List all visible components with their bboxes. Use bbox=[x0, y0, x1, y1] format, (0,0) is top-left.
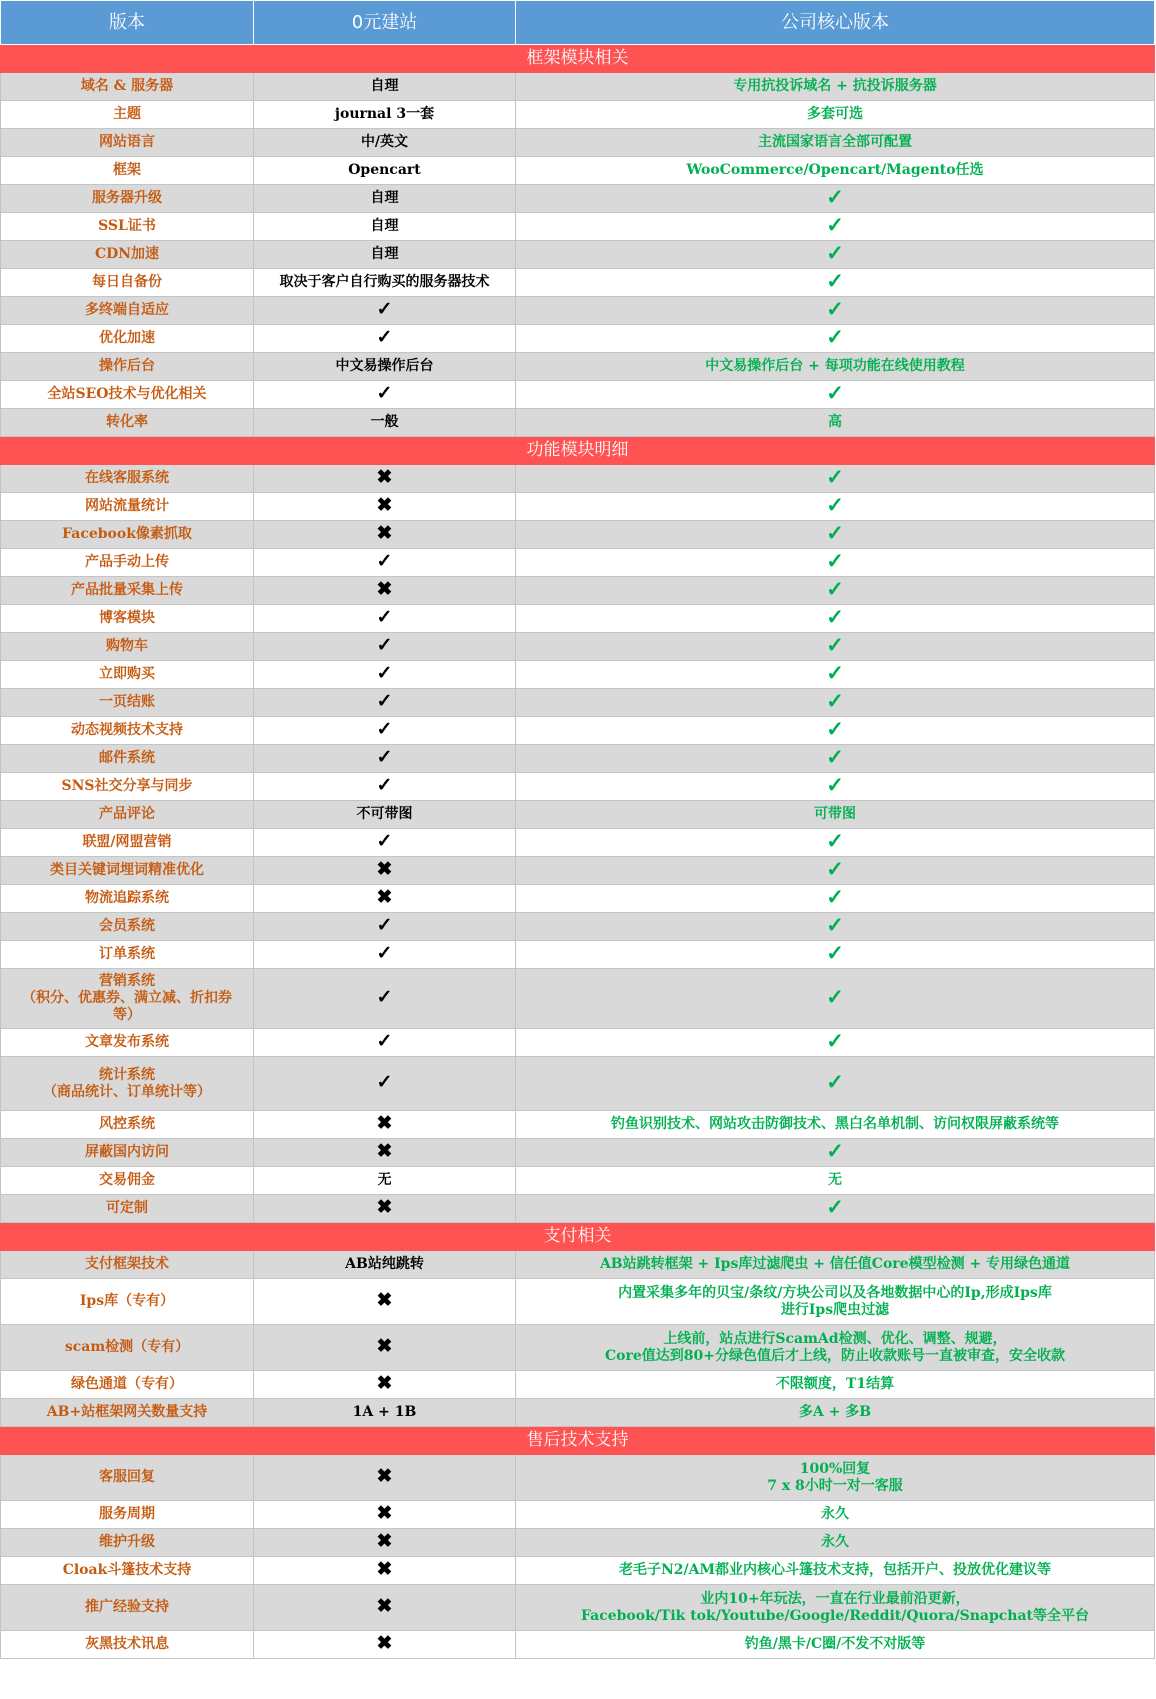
free-plan-cell: 一般 bbox=[254, 409, 516, 437]
section-title: 框架模块相关 bbox=[1, 45, 1155, 73]
check-icon: ✓ bbox=[826, 212, 844, 237]
table-row bbox=[1, 1279, 1155, 1325]
table-row bbox=[1, 157, 1155, 185]
check-icon: ✓ bbox=[826, 632, 844, 657]
free-plan-cell bbox=[254, 325, 516, 353]
feature-cell: 产品手动上传 bbox=[1, 549, 254, 577]
table-row bbox=[1, 829, 1155, 857]
free-plan-cell: Opencart bbox=[254, 157, 516, 185]
free-plan-cell bbox=[254, 745, 516, 773]
cross-icon: ✖ bbox=[376, 578, 393, 600]
table-row bbox=[1, 1529, 1155, 1557]
cross-icon: ✖ bbox=[376, 1632, 393, 1654]
check-icon: ✓ bbox=[826, 772, 844, 797]
free-plan-cell: journal 3一套 bbox=[254, 101, 516, 129]
free-plan-cell bbox=[254, 1631, 516, 1659]
feature-cell: SSL证书 bbox=[1, 213, 254, 241]
table-body bbox=[1, 45, 1155, 1659]
core-plan-cell bbox=[516, 1057, 1155, 1111]
check-icon: ✓ bbox=[376, 382, 393, 404]
feature-cell: 推广经验支持 bbox=[1, 1585, 254, 1631]
table-row bbox=[1, 1029, 1155, 1057]
free-plan-cell bbox=[254, 577, 516, 605]
table-row bbox=[1, 1399, 1155, 1427]
check-icon: ✓ bbox=[376, 774, 393, 796]
check-icon: ✓ bbox=[376, 986, 393, 1008]
feature-cell: scam检测（专有） bbox=[1, 1325, 254, 1371]
cross-icon: ✖ bbox=[376, 1595, 393, 1617]
free-plan-cell bbox=[254, 1455, 516, 1501]
free-plan-cell bbox=[254, 1111, 516, 1139]
check-icon: ✓ bbox=[826, 940, 844, 965]
core-plan-cell: 主流国家语言全部可配置 bbox=[516, 129, 1155, 157]
feature-cell: 在线客服系统 bbox=[1, 465, 254, 493]
feature-cell: 类目关键词埋词精准优化 bbox=[1, 857, 254, 885]
feature-cell: 一页结账 bbox=[1, 689, 254, 717]
table-row bbox=[1, 213, 1155, 241]
free-plan-cell: 中文易操作后台 bbox=[254, 353, 516, 381]
free-plan-cell bbox=[254, 1325, 516, 1371]
check-icon: ✓ bbox=[826, 1028, 844, 1053]
feature-cell: 订单系统 bbox=[1, 941, 254, 969]
free-plan-cell: 无 bbox=[254, 1167, 516, 1195]
free-plan-cell bbox=[254, 885, 516, 913]
table-row bbox=[1, 941, 1155, 969]
table-row bbox=[1, 381, 1155, 409]
table-row bbox=[1, 661, 1155, 689]
check-icon: ✓ bbox=[826, 1194, 844, 1219]
table-row bbox=[1, 1585, 1155, 1631]
table-row bbox=[1, 325, 1155, 353]
table-row bbox=[1, 549, 1155, 577]
cross-icon: ✖ bbox=[376, 886, 393, 908]
check-icon: ✓ bbox=[376, 1071, 393, 1093]
feature-cell: 全站SEO技术与优化相关 bbox=[1, 381, 254, 409]
feature-cell: 邮件系统 bbox=[1, 745, 254, 773]
cross-icon: ✖ bbox=[376, 1530, 393, 1552]
cross-icon: ✖ bbox=[376, 1335, 393, 1357]
table-row bbox=[1, 269, 1155, 297]
feature-cell: 域名 & 服务器 bbox=[1, 73, 254, 101]
cross-icon: ✖ bbox=[376, 1465, 393, 1487]
free-plan-cell: 自理 bbox=[254, 241, 516, 269]
core-plan-cell bbox=[516, 885, 1155, 913]
table-row bbox=[1, 185, 1155, 213]
cross-icon: ✖ bbox=[376, 1558, 393, 1580]
table-row bbox=[1, 1455, 1155, 1501]
feature-cell: 每日自备份 bbox=[1, 269, 254, 297]
feature-cell: 统计系统 （商品统计、订单统计等） bbox=[1, 1057, 254, 1111]
free-plan-cell bbox=[254, 1139, 516, 1167]
feature-cell: 转化率 bbox=[1, 409, 254, 437]
core-plan-cell: AB站跳转框架 + Ips库过滤爬虫 + 信任值Core模型检测 + 专用绿色通道 bbox=[516, 1251, 1155, 1279]
core-plan-cell bbox=[516, 1139, 1155, 1167]
free-plan-cell bbox=[254, 689, 516, 717]
core-plan-cell bbox=[516, 1029, 1155, 1057]
feature-cell: Facebook像素抓取 bbox=[1, 521, 254, 549]
free-plan-cell: 自理 bbox=[254, 73, 516, 101]
check-icon: ✓ bbox=[376, 718, 393, 740]
free-plan-cell bbox=[254, 633, 516, 661]
feature-cell: 博客模块 bbox=[1, 605, 254, 633]
core-plan-cell bbox=[516, 325, 1155, 353]
free-plan-cell bbox=[254, 521, 516, 549]
core-plan-cell bbox=[516, 521, 1155, 549]
core-plan-cell bbox=[516, 465, 1155, 493]
feature-cell: 多终端自适应 bbox=[1, 297, 254, 325]
free-plan-cell bbox=[254, 857, 516, 885]
table-row bbox=[1, 409, 1155, 437]
free-plan-cell bbox=[254, 1195, 516, 1223]
free-plan-cell bbox=[254, 661, 516, 689]
table-row bbox=[1, 689, 1155, 717]
check-icon: ✓ bbox=[376, 942, 393, 964]
check-icon: ✓ bbox=[826, 856, 844, 881]
check-icon: ✓ bbox=[376, 1030, 393, 1052]
core-plan-cell: 老毛子N2/AM都业内核心斗篷技术支持，包括开户、投放优化建议等 bbox=[516, 1557, 1155, 1585]
feature-cell: 风控系统 bbox=[1, 1111, 254, 1139]
cross-icon: ✖ bbox=[376, 1502, 393, 1524]
table-row bbox=[1, 1631, 1155, 1659]
feature-cell: 营销系统 （积分、优惠券、满立减、折扣券 等） bbox=[1, 969, 254, 1029]
table-row bbox=[1, 129, 1155, 157]
core-plan-cell: 专用抗投诉域名 + 抗投诉服务器 bbox=[516, 73, 1155, 101]
cross-icon: ✖ bbox=[376, 1289, 393, 1311]
free-plan-cell: 自理 bbox=[254, 213, 516, 241]
core-plan-cell bbox=[516, 493, 1155, 521]
core-plan-cell: 无 bbox=[516, 1167, 1155, 1195]
core-plan-cell: 钓鱼识别技术、网站攻击防御技术、黑白名单机制、访问权限屏蔽系统等 bbox=[516, 1111, 1155, 1139]
check-icon: ✓ bbox=[376, 830, 393, 852]
table-row bbox=[1, 1371, 1155, 1399]
check-icon: ✓ bbox=[826, 660, 844, 685]
free-plan-cell bbox=[254, 717, 516, 745]
feature-cell: 立即购买 bbox=[1, 661, 254, 689]
check-icon: ✓ bbox=[826, 324, 844, 349]
core-plan-cell bbox=[516, 689, 1155, 717]
header-core-plan: 公司核心版本 bbox=[516, 1, 1155, 45]
core-plan-cell bbox=[516, 549, 1155, 577]
header-row bbox=[1, 1, 1155, 45]
feature-cell: 购物车 bbox=[1, 633, 254, 661]
table-row bbox=[1, 745, 1155, 773]
feature-cell: 绿色通道（专有） bbox=[1, 1371, 254, 1399]
core-plan-cell: WooCommerce/Opencart/Magento任选 bbox=[516, 157, 1155, 185]
core-plan-cell bbox=[516, 773, 1155, 801]
core-plan-cell bbox=[516, 213, 1155, 241]
free-plan-cell bbox=[254, 1585, 516, 1631]
feature-cell: Cloak斗篷技术支持 bbox=[1, 1557, 254, 1585]
feature-cell: 屏蔽国内访问 bbox=[1, 1139, 254, 1167]
table-row bbox=[1, 465, 1155, 493]
core-plan-cell bbox=[516, 829, 1155, 857]
table-row bbox=[1, 241, 1155, 269]
table-row bbox=[1, 857, 1155, 885]
core-plan-cell bbox=[516, 605, 1155, 633]
free-plan-cell bbox=[254, 381, 516, 409]
check-icon: ✓ bbox=[826, 464, 844, 489]
section-header bbox=[1, 1427, 1155, 1455]
core-plan-cell: 内置采集多年的贝宝/条纹/方块公司以及各地数据中心的Ip,形成Ips库 进行Ips爬虫过滤 bbox=[516, 1279, 1155, 1325]
feature-cell: 文章发布系统 bbox=[1, 1029, 254, 1057]
core-plan-cell: 中文易操作后台 + 每项功能在线使用教程 bbox=[516, 353, 1155, 381]
free-plan-cell: 自理 bbox=[254, 185, 516, 213]
feature-cell: 会员系统 bbox=[1, 913, 254, 941]
feature-cell: 优化加速 bbox=[1, 325, 254, 353]
section-title: 支付相关 bbox=[1, 1223, 1155, 1251]
check-icon: ✓ bbox=[376, 550, 393, 572]
free-plan-cell bbox=[254, 1501, 516, 1529]
core-plan-cell bbox=[516, 1195, 1155, 1223]
core-plan-cell bbox=[516, 857, 1155, 885]
feature-cell: 网站流量统计 bbox=[1, 493, 254, 521]
cross-icon: ✖ bbox=[376, 1112, 393, 1134]
feature-cell: 产品批量采集上传 bbox=[1, 577, 254, 605]
table-row bbox=[1, 297, 1155, 325]
feature-cell: 产品评论 bbox=[1, 801, 254, 829]
table-row bbox=[1, 1325, 1155, 1371]
feature-cell: 操作后台 bbox=[1, 353, 254, 381]
free-plan-cell bbox=[254, 913, 516, 941]
check-icon: ✓ bbox=[826, 884, 844, 909]
core-plan-cell: 永久 bbox=[516, 1529, 1155, 1557]
table-row bbox=[1, 773, 1155, 801]
check-icon: ✓ bbox=[826, 984, 844, 1009]
core-plan-cell: 业内10+年玩法，一直在行业最前沿更新， Facebook/Tik tok/Youtube/Google/Reddit/Quora/Snapchat等全平台 bbox=[516, 1585, 1155, 1631]
table-row bbox=[1, 801, 1155, 829]
check-icon: ✓ bbox=[376, 326, 393, 348]
table-row bbox=[1, 1557, 1155, 1585]
table-row bbox=[1, 1167, 1155, 1195]
free-plan-cell bbox=[254, 829, 516, 857]
check-icon: ✓ bbox=[826, 548, 844, 573]
feature-cell: 主题 bbox=[1, 101, 254, 129]
feature-cell: 物流追踪系统 bbox=[1, 885, 254, 913]
core-plan-cell: 永久 bbox=[516, 1501, 1155, 1529]
table-row bbox=[1, 353, 1155, 381]
check-icon: ✓ bbox=[376, 914, 393, 936]
feature-cell: 网站语言 bbox=[1, 129, 254, 157]
feature-cell: 灰黑技术讯息 bbox=[1, 1631, 254, 1659]
core-plan-cell bbox=[516, 941, 1155, 969]
section-title: 售后技术支持 bbox=[1, 1427, 1155, 1455]
check-icon: ✓ bbox=[826, 828, 844, 853]
core-plan-cell: 多A + 多B bbox=[516, 1399, 1155, 1427]
section-header bbox=[1, 45, 1155, 73]
check-icon: ✓ bbox=[826, 380, 844, 405]
core-plan-cell bbox=[516, 381, 1155, 409]
feature-cell: 交易佣金 bbox=[1, 1167, 254, 1195]
cross-icon: ✖ bbox=[376, 522, 393, 544]
core-plan-cell bbox=[516, 717, 1155, 745]
core-plan-cell bbox=[516, 633, 1155, 661]
cross-icon: ✖ bbox=[376, 494, 393, 516]
check-icon: ✓ bbox=[826, 744, 844, 769]
section-title: 功能模块明细 bbox=[1, 437, 1155, 465]
free-plan-cell bbox=[254, 941, 516, 969]
table-row bbox=[1, 1501, 1155, 1529]
core-plan-cell: 高 bbox=[516, 409, 1155, 437]
check-icon: ✓ bbox=[376, 746, 393, 768]
free-plan-cell: 中/英文 bbox=[254, 129, 516, 157]
free-plan-cell bbox=[254, 969, 516, 1029]
free-plan-cell bbox=[254, 1279, 516, 1325]
feature-cell: Ips库（专有） bbox=[1, 1279, 254, 1325]
cross-icon: ✖ bbox=[376, 858, 393, 880]
table-row bbox=[1, 101, 1155, 129]
core-plan-cell: 100%回复 7 x 8小时一对一客服 bbox=[516, 1455, 1155, 1501]
feature-cell: 联盟/网盟营销 bbox=[1, 829, 254, 857]
free-plan-cell bbox=[254, 297, 516, 325]
free-plan-cell bbox=[254, 605, 516, 633]
check-icon: ✓ bbox=[376, 690, 393, 712]
feature-cell: SNS社交分享与同步 bbox=[1, 773, 254, 801]
table-row bbox=[1, 1057, 1155, 1111]
table-row bbox=[1, 1111, 1155, 1139]
cross-icon: ✖ bbox=[376, 1372, 393, 1394]
table-row bbox=[1, 717, 1155, 745]
check-icon: ✓ bbox=[376, 662, 393, 684]
core-plan-cell bbox=[516, 661, 1155, 689]
table-row bbox=[1, 913, 1155, 941]
table-row bbox=[1, 1251, 1155, 1279]
core-plan-cell bbox=[516, 185, 1155, 213]
core-plan-cell: 可带图 bbox=[516, 801, 1155, 829]
feature-cell: 客服回复 bbox=[1, 1455, 254, 1501]
core-plan-cell: 不限额度，T1结算 bbox=[516, 1371, 1155, 1399]
core-plan-cell bbox=[516, 297, 1155, 325]
feature-cell: 服务周期 bbox=[1, 1501, 254, 1529]
free-plan-cell bbox=[254, 1529, 516, 1557]
check-icon: ✓ bbox=[826, 688, 844, 713]
core-plan-cell bbox=[516, 577, 1155, 605]
table-row bbox=[1, 885, 1155, 913]
core-plan-cell bbox=[516, 969, 1155, 1029]
check-icon: ✓ bbox=[826, 184, 844, 209]
feature-cell: 维护升级 bbox=[1, 1529, 254, 1557]
table-row bbox=[1, 633, 1155, 661]
table-row bbox=[1, 577, 1155, 605]
cross-icon: ✖ bbox=[376, 1196, 393, 1218]
core-plan-cell: 上线前，站点进行ScamAd检测、优化、调整、规避， Core值达到80+分绿色值后才上线，防止收款账号一直被审查，安全收款 bbox=[516, 1325, 1155, 1371]
feature-cell: CDN加速 bbox=[1, 241, 254, 269]
free-plan-cell bbox=[254, 493, 516, 521]
check-icon: ✓ bbox=[826, 576, 844, 601]
check-icon: ✓ bbox=[376, 298, 393, 320]
table-row bbox=[1, 969, 1155, 1029]
free-plan-cell: AB站纯跳转 bbox=[254, 1251, 516, 1279]
core-plan-cell bbox=[516, 745, 1155, 773]
check-icon: ✓ bbox=[826, 604, 844, 629]
free-plan-cell bbox=[254, 773, 516, 801]
free-plan-cell: 1A + 1B bbox=[254, 1399, 516, 1427]
core-plan-cell: 多套可选 bbox=[516, 101, 1155, 129]
check-icon: ✓ bbox=[376, 606, 393, 628]
check-icon: ✓ bbox=[826, 296, 844, 321]
table-row bbox=[1, 493, 1155, 521]
free-plan-cell bbox=[254, 465, 516, 493]
free-plan-cell bbox=[254, 549, 516, 577]
free-plan-cell bbox=[254, 1371, 516, 1399]
core-plan-cell: 钓鱼/黑卡/C圈/不发不对版等 bbox=[516, 1631, 1155, 1659]
free-plan-cell bbox=[254, 1557, 516, 1585]
core-plan-cell bbox=[516, 241, 1155, 269]
table-row bbox=[1, 73, 1155, 101]
check-icon: ✓ bbox=[826, 1138, 844, 1163]
free-plan-cell: 不可带图 bbox=[254, 801, 516, 829]
free-plan-cell bbox=[254, 1029, 516, 1057]
cross-icon: ✖ bbox=[376, 466, 393, 488]
check-icon: ✓ bbox=[826, 492, 844, 517]
free-plan-cell: 取决于客户自行购买的服务器技术 bbox=[254, 269, 516, 297]
feature-cell: 支付框架技术 bbox=[1, 1251, 254, 1279]
section-header bbox=[1, 437, 1155, 465]
feature-cell: 可定制 bbox=[1, 1195, 254, 1223]
core-plan-cell bbox=[516, 269, 1155, 297]
feature-cell: 动态视频技术支持 bbox=[1, 717, 254, 745]
check-icon: ✓ bbox=[826, 1069, 844, 1094]
section-header bbox=[1, 1223, 1155, 1251]
table-row bbox=[1, 1195, 1155, 1223]
check-icon: ✓ bbox=[826, 912, 844, 937]
table-row bbox=[1, 1139, 1155, 1167]
check-icon: ✓ bbox=[376, 634, 393, 656]
cross-icon: ✖ bbox=[376, 1140, 393, 1162]
free-plan-cell bbox=[254, 1057, 516, 1111]
core-plan-cell bbox=[516, 913, 1155, 941]
check-icon: ✓ bbox=[826, 268, 844, 293]
check-icon: ✓ bbox=[826, 520, 844, 545]
check-icon: ✓ bbox=[826, 716, 844, 741]
check-icon: ✓ bbox=[826, 240, 844, 265]
feature-cell: 框架 bbox=[1, 157, 254, 185]
feature-cell: 服务器升级 bbox=[1, 185, 254, 213]
feature-cell: AB+站框架网关数量支持 bbox=[1, 1399, 254, 1427]
table-row bbox=[1, 605, 1155, 633]
header-version: 版本 bbox=[1, 1, 254, 45]
header-free-plan: 0元建站 bbox=[254, 1, 516, 45]
table-row bbox=[1, 521, 1155, 549]
